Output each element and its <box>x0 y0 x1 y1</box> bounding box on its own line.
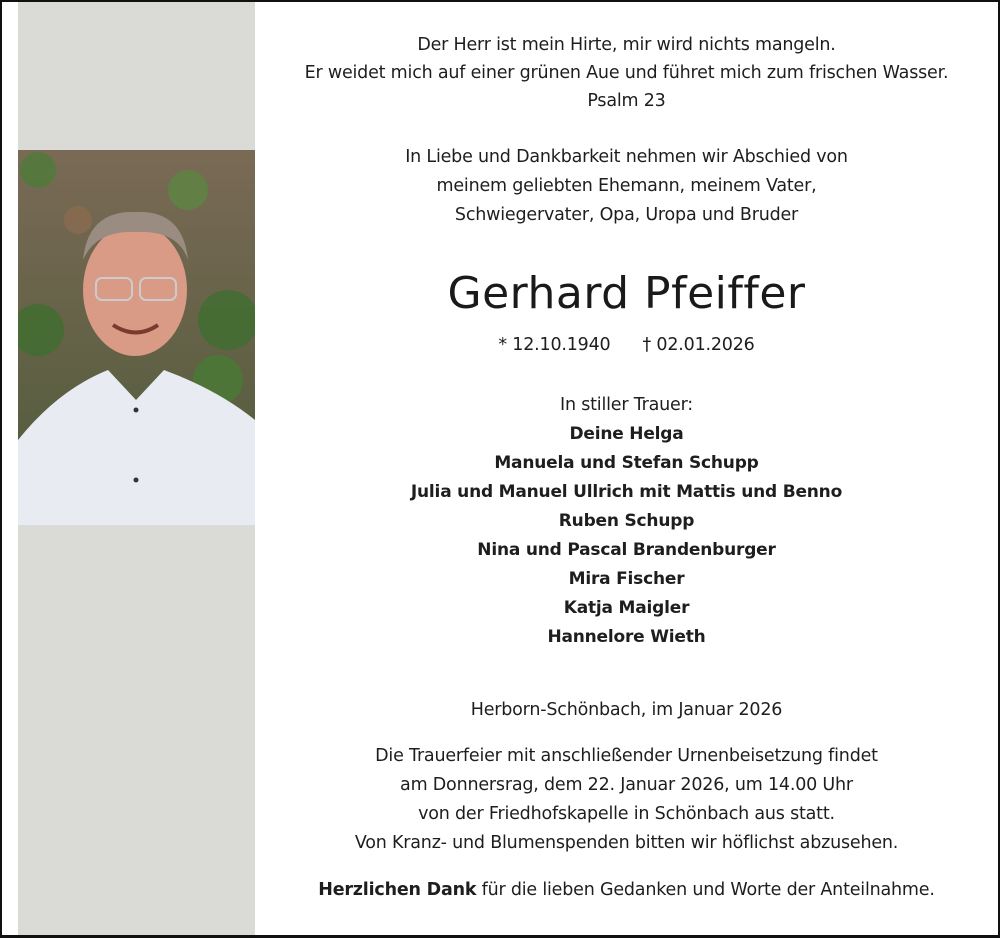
place-date: Herborn-Schönbach, im Januar 2026 <box>470 700 783 720</box>
psalm-reference: Psalm 23 <box>587 91 666 111</box>
mourner-name: Julia und Manuel Ullrich mit Mattis und Benno <box>410 482 843 502</box>
mourner-name: Nina und Pascal Brandenburger <box>477 540 776 560</box>
thanks-rest: für die lieben Gedanken und Worte der Anteilnahme. <box>476 880 935 900</box>
thanks-line <box>255 880 998 900</box>
ceremony-line: von der Friedhofskapelle in Schönbach aus statt. <box>418 804 835 824</box>
ceremony-line: am Donnersrag, dem 22. Januar 2026, um 14.00 Uhr <box>400 775 853 795</box>
portrait-image <box>18 150 255 525</box>
intro-line: In Liebe und Dankbarkeit nehmen wir Abschied von <box>405 147 848 167</box>
mourner-name: Mira Fischer <box>568 569 685 589</box>
intro-line: meinem geliebten Ehemann, meinem Vater, <box>436 176 817 196</box>
birth-date: * 12.10.1940 <box>498 335 611 355</box>
thanks-bold: Herzlichen Dank <box>318 880 477 900</box>
intro-line: Schwiegervater, Opa, Uropa und Bruder <box>454 205 799 225</box>
psalm-line: Er weidet mich auf einer grünen Aue und führet mich zum frischen Wasser. <box>304 63 949 83</box>
mourner-name: Hannelore Wieth <box>547 627 706 647</box>
mourner-name: Katja Maigler <box>563 598 690 618</box>
psalm-line: Der Herr ist mein Hirte, mir wird nichts mangeln. <box>417 35 836 55</box>
death-date: † 02.01.2026 <box>642 335 755 355</box>
portrait-photo <box>18 150 255 525</box>
mourner-name: Ruben Schupp <box>558 511 695 531</box>
deceased-name: Gerhard Pfeiffer <box>447 268 806 319</box>
ceremony-line: Von Kranz- und Blumenspenden bitten wir höflichst abzusehen. <box>354 833 899 853</box>
mourners-heading: In stiller Trauer: <box>560 395 693 415</box>
mourner-name: Deine Helga <box>569 424 684 444</box>
mourner-name: Manuela und Stefan Schupp <box>494 453 759 473</box>
ceremony-line: Die Trauerfeier mit anschließender Urnenbeisetzung findet <box>375 746 878 766</box>
life-dates <box>255 335 998 355</box>
